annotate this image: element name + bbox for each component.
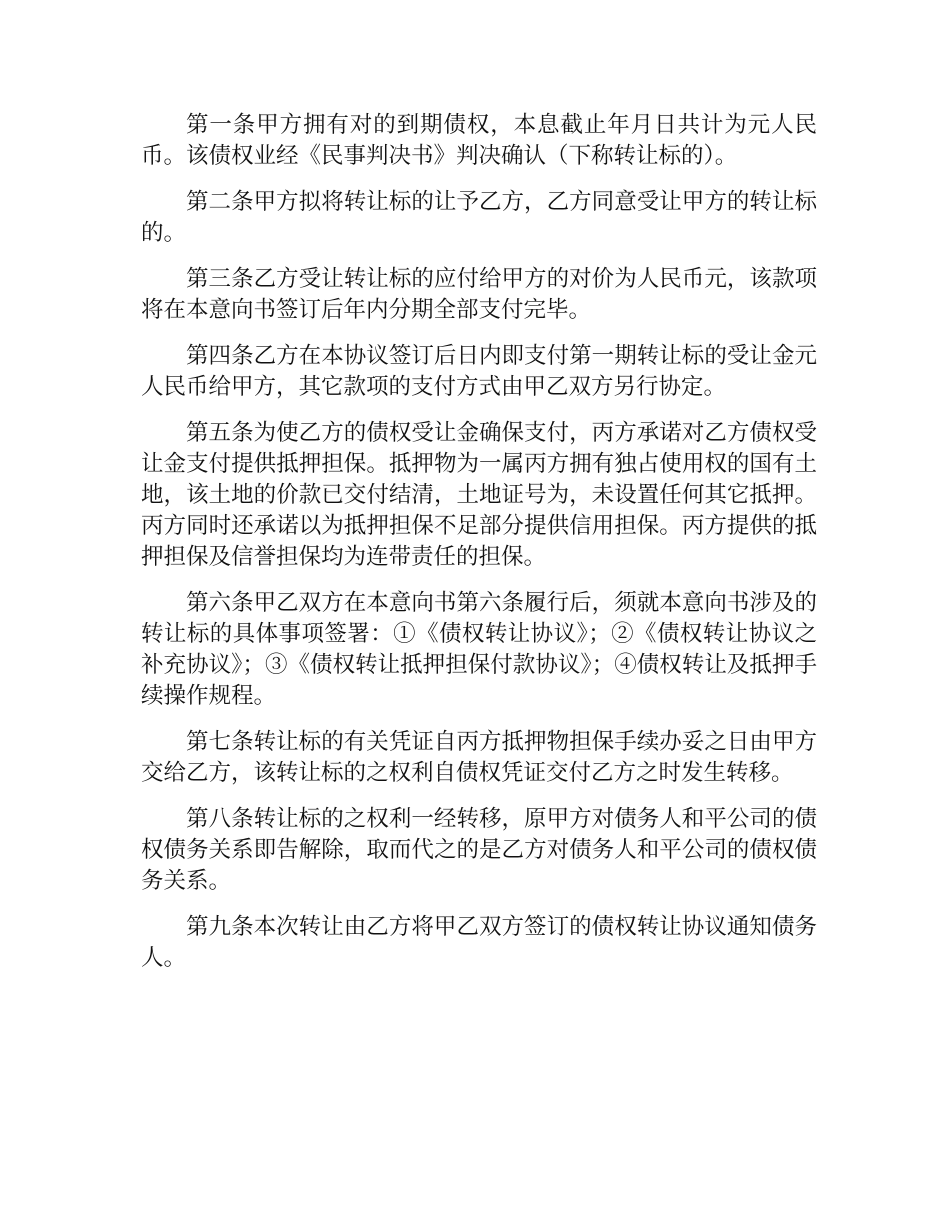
document-body <box>141 110 817 989</box>
article-2-paragraph: 第二条甲方拟将转让标的让予乙方，乙方同意受让甲方的转让标的。 <box>141 189 817 246</box>
article-5-paragraph: 第五条为使乙方的债权受让金确保支付，丙方承诺对乙方债权受让金支付提供抵押担保。抵押物为一属丙方拥有独占使用权的国有土地，该土地的价款已交付结清，土地证号为，未设置任何其它抵押。丙方同时还承诺以为抵押担保不足部分提供信用担保。丙方提供的抵押担保及信誉担保均为连带责任的担保。 <box>141 420 817 570</box>
article-3-paragraph: 第三条乙方受让转让标的应付给甲方的对价为人民币元，该款项将在本意向书签订后年内分期全部支付完毕。 <box>141 266 817 323</box>
article-4-paragraph: 第四条乙方在本协议签订后日内即支付第一期转让标的受让金元人民币给甲方，其它款项的支付方式由甲乙双方另行协定。 <box>141 343 817 400</box>
article-1-paragraph: 第一条甲方拥有对的到期债权，本息截止年月日共计为元人民币。该债权业经《民事判决书》判决确认（下称转让标的）。 <box>141 112 817 169</box>
article-6-paragraph: 第六条甲乙双方在本意向书第六条履行后，须就本意向书涉及的转让标的具体事项签署：①《债权转让协议》；②《债权转让协议之补充协议》；③《债权转让抵押担保付款协议》；④债权转让及抵押手续操作规程。 <box>141 590 817 709</box>
article-7-paragraph: 第七条转让标的有关凭证自丙方抵押物担保手续办妥之日由甲方交给乙方，该转让标的之权利自债权凭证交付乙方之时发生转移。 <box>141 729 817 786</box>
article-9-paragraph: 第九条本次转让由乙方将甲乙双方签订的债权转让协议通知债务人。 <box>141 914 817 971</box>
article-8-paragraph: 第八条转让标的之权利一经转移，原甲方对债务人和平公司的债权债务关系即告解除，取而代之的是乙方对债务人和平公司的债权债务关系。 <box>141 806 817 894</box>
